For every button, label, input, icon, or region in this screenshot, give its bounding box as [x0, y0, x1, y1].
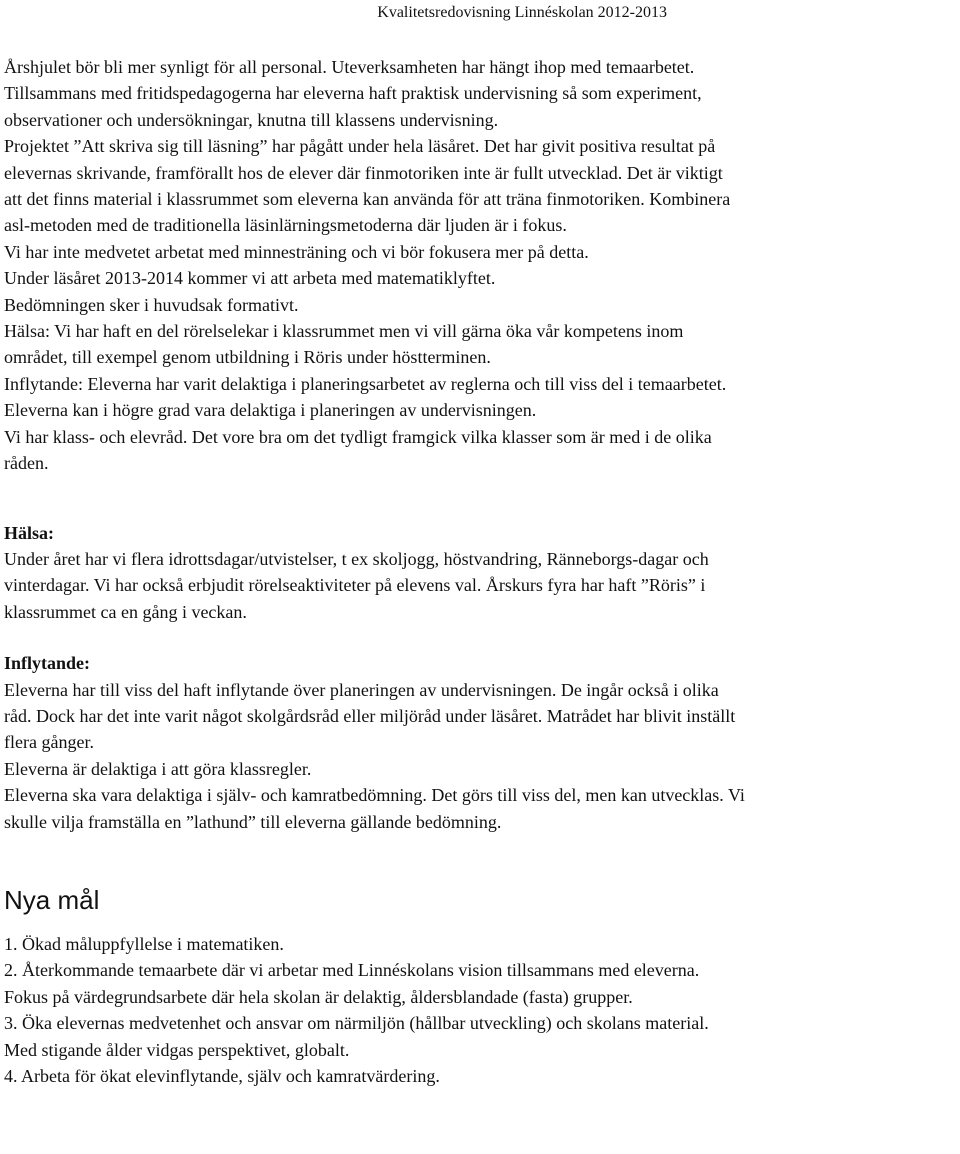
intro-section [4, 54, 956, 477]
text-line: observationer och undersökningar, knutna till klassens undervisning. [4, 109, 499, 130]
text-line: råden. [4, 453, 49, 474]
text-line: Eleverna kan i högre grad vara delaktiga i planeringen av undervisningen. [4, 400, 537, 421]
list-item: Med stigande ålder vidgas perspektivet, globalt. [4, 1039, 350, 1060]
text-line: Vi har klass- och elevråd. Det vore bra om det tydligt framgick vilka klasser som är med i de olika [4, 426, 712, 447]
list-item: 2. Återkommande temaarbete där vi arbetar med Linnéskolans vision tillsammans med eleverna. [4, 960, 700, 981]
text-line: råd. Dock har det inte varit något skolgårdsråd eller miljöråd under läsåret. Matrådet har blivit inställt [4, 705, 736, 726]
text-line: Eleverna har till viss del haft inflytande över planeringen av undervisningen. De ingår också i olika [4, 679, 719, 700]
text-line: vinterdagar. Vi har också erbjudit rörelseaktiviteter på elevens val. Årskurs fyra har haft ”Röris” i [4, 575, 706, 596]
document-body [4, 54, 956, 1089]
text-line: Tillsammans med fritidspedagogerna har eleverna haft praktisk undervisning så som experiment, [4, 83, 702, 104]
text-line: Bedömningen sker i huvudsak formativt. [4, 294, 299, 315]
text-line: asl-metoden med de traditionella läsinlärningsmetoderna där ljuden är i fokus. [4, 215, 567, 236]
text-line: Årshjulet bör bli mer synligt för all personal. Uteverksamheten har hängt ihop med temaarbetet. [4, 57, 695, 77]
halsa-section [4, 520, 956, 626]
text-line: Under läsåret 2013-2014 kommer vi att arbeta med matematiklyftet. [4, 268, 496, 289]
inflytande-section [4, 650, 956, 835]
text-line: Projektet ”Att skriva sig till läsning” har pågått under hela läsåret. Det har givit positiva resultat på [4, 136, 716, 157]
text-line: Eleverna är delaktiga i att göra klassregler. [4, 758, 312, 779]
section-heading-nya-mal: Nya mål [4, 884, 100, 915]
text-line: flera gånger. [4, 732, 94, 753]
text-line: att det finns material i klassrummet som eleverna kan använda för att träna finmotoriken. Kombinera [4, 189, 731, 210]
section-heading-halsa: Hälsa: [4, 522, 55, 543]
text-line: klassrummet ca en gång i veckan. [4, 601, 247, 622]
text-line: Vi har inte medvetet arbetat med minnesträning och vi bör fokusera mer på detta. [4, 241, 589, 262]
text-line: elevernas skrivande, framförallt hos de elever där finmotoriken inte är fullt utvecklad. Det är viktigt [4, 162, 723, 183]
list-item: 3. Öka elevernas medvetenhet och ansvar om närmiljön (hållbar utveckling) och skolans material. [4, 1013, 709, 1034]
nya-mal-section [4, 885, 956, 1089]
text-line: skulle vilja framställa en ”lathund” till eleverna gällande bedömning. [4, 811, 502, 832]
list-item: 4. Arbeta för ökat elevinflytande, själv och kamratvärdering. [4, 1066, 440, 1086]
text-line: Hälsa: Vi har haft en del rörelselekar i klassrummet men vi vill gärna öka vår kompetens inom [4, 321, 684, 342]
section-heading-inflytande: Inflytande: [4, 653, 91, 674]
text-line: Under året har vi flera idrottsdagar/utvistelser, t ex skoljogg, höstvandring, Ränneborgs-dagar och [4, 548, 709, 569]
list-item: Fokus på värdegrundsarbete där hela skolan är delaktig, åldersblandade (fasta) grupper. [4, 986, 633, 1007]
text-line: Inflytande: Eleverna har varit delaktiga i planeringsarbetet av reglerna och till viss del i temaarbetet. [4, 373, 727, 394]
text-line: Eleverna ska vara delaktiga i själv- och kamratbedömning. Det görs till viss del, men kan utvecklas. Vi [4, 785, 745, 806]
text-line: området, till exempel genom utbildning i Röris under höstterminen. [4, 347, 491, 368]
page-header: Kvalitetsredovisning Linnéskolan 2012-2013 [377, 4, 667, 21]
list-item: 1. Ökad måluppfyllelse i matematiken. [4, 933, 284, 954]
